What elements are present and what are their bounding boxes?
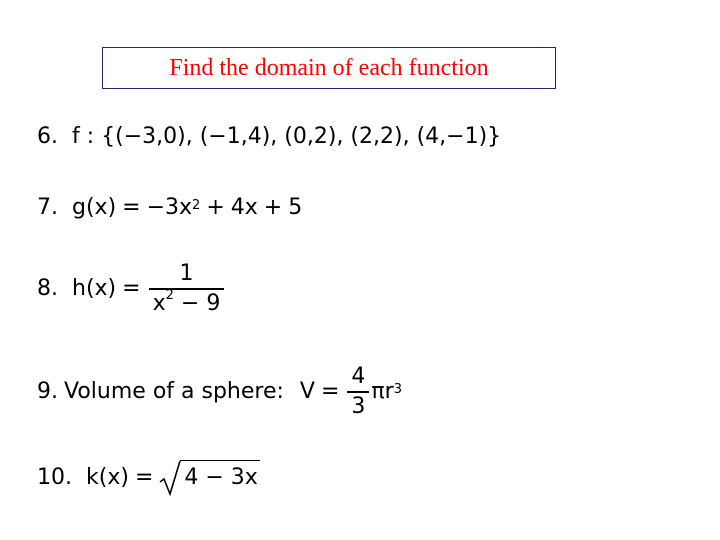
problem-9: 9. Volume of a sphere: V = $\frac{4}{3}$ πr $^3$ — [37, 364, 402, 419]
radical-sign-icon — [159, 460, 181, 496]
equals-sign: = — [122, 275, 141, 301]
problem-10 — [37, 460, 260, 496]
pi-r: πr — [371, 378, 394, 404]
function-name: h(x) — [72, 275, 117, 301]
title-box — [102, 47, 556, 89]
radicand: 4 − 3x — [180, 460, 259, 496]
function-name: g(x) — [72, 195, 117, 220]
problem-6 — [37, 126, 501, 148]
fraction — [347, 366, 369, 418]
problem-number: 8. — [37, 275, 58, 301]
denominator: 3 — [351, 393, 366, 419]
problem-number: 7. — [37, 195, 58, 220]
equals-sign: = — [134, 465, 154, 490]
problem-7: 7. g(x) = −3x $^2$ + 4x + 5 — [37, 195, 303, 220]
plus-sign: + — [263, 195, 283, 220]
problem-number: 9. — [37, 378, 58, 404]
problem-number: 6. — [37, 124, 58, 149]
square-root — [159, 460, 259, 496]
exponent: 2 — [165, 288, 174, 304]
problem-number: 10. — [37, 465, 72, 490]
problem-8 — [37, 263, 226, 315]
plus-sign: + — [206, 195, 225, 220]
term-quadratic: −3x — [146, 195, 193, 220]
numerator: 4 — [351, 364, 366, 389]
equals-sign: = — [320, 378, 340, 404]
function-name: V — [299, 378, 315, 404]
fraction — [149, 263, 225, 315]
term-constant: 5 — [288, 195, 303, 220]
relation-set: f : {(−3,0), (−1,4), (0,2), (2,2), (4,−1)} — [72, 124, 502, 149]
equals-sign: = — [122, 195, 141, 220]
numerator: 1 — [179, 261, 194, 286]
term-linear: 4x — [230, 195, 258, 220]
function-name: k(x) — [86, 465, 129, 490]
problem-label: Volume of a sphere: — [64, 378, 284, 404]
denominator: $x^2 - 9$ — [152, 288, 221, 316]
slide-title: Find the domain of each function — [169, 54, 489, 81]
